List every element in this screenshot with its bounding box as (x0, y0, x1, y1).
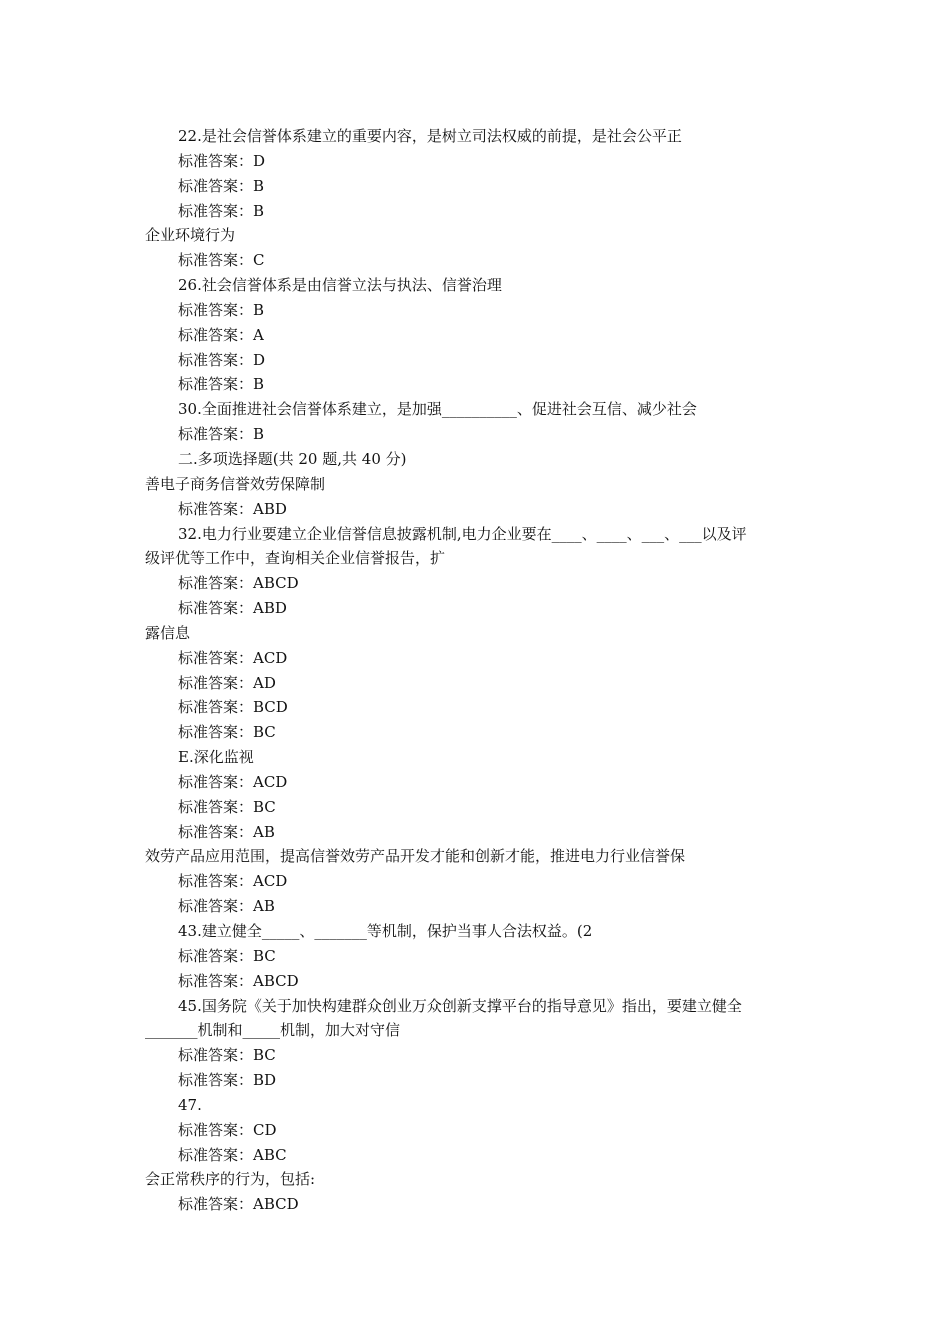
text-line: 级评优等工作中，查询相关企业信誉报告，扩 (145, 549, 446, 568)
text-line: 标准答案：B (178, 375, 265, 394)
text-line: 标准答案：C (178, 251, 265, 270)
text-line: 标准答案：AD (178, 673, 276, 692)
text-line: 标准答案：B (178, 425, 265, 444)
text-line: 标准答案：ACD (178, 648, 288, 667)
text-line: 标准答案：AB (178, 822, 275, 841)
text-line: 标准答案：BD (178, 1071, 277, 1090)
text-line: 善电子商务信誉效劳保障制 (145, 474, 326, 493)
text-line: 标准答案：ABCD (178, 574, 299, 593)
text-line: 标准答案：B (178, 300, 265, 319)
text-line: 二.多项选择题(共 20 题,共 40 分) (178, 449, 407, 468)
text-line: 43.建立健全_____、_______等机制，保护当事人合法权益。(2 (178, 922, 593, 940)
text-line: 标准答案：CD (178, 1120, 277, 1139)
text-line: 标准答案：ABC (178, 1145, 287, 1164)
text-line: 企业环境行为 (145, 226, 236, 245)
text-line: _______机制和_____机制，加大对守信 (145, 1021, 401, 1040)
text-line: 标准答案：BCD (178, 698, 288, 717)
text-line: 标准答案：ACD (178, 872, 288, 891)
text-line: 标准答案：ABCD (178, 1195, 299, 1214)
text-line: 效劳产品应用范围，提高信誉效劳产品开发才能和创新才能，推进电力行业信誉保 (145, 847, 686, 866)
text-line: 会正常秩序的行为，包括: (145, 1170, 316, 1189)
text-line: 30.全面推进社会信誉体系建立，是加强__________、促进社会互信、减少社会 (178, 400, 697, 419)
text-line: 标准答案：D (178, 151, 266, 170)
text-line: 标准答案：AB (178, 897, 275, 916)
document-body (145, 124, 813, 1217)
text-line: 47. (178, 1095, 202, 1114)
text-line: E.深化监视 (178, 748, 254, 767)
text-line: 标准答案：ACD (178, 772, 288, 791)
text-line: 标准答案：D (178, 350, 266, 369)
text-line: 露信息 (145, 623, 191, 642)
text-line: 标准答案：B (178, 176, 265, 195)
text-line: 26.社会信誉体系是由信誉立法与执法、信誉治理 (178, 276, 502, 295)
text-line: 标准答案：A (178, 325, 264, 344)
text-line: 45.国务院《关于加快构建群众创业万众创新支撑平台的指导意见》指出，要建立健全 (178, 996, 742, 1015)
text-line: 标准答案：ABCD (178, 971, 299, 990)
text-line: 32.电力行业要建立企业信誉信息披露机制,电力企业要在____、____、___、___以及评 (178, 524, 747, 543)
text-line: 标准答案：B (178, 201, 265, 220)
text-line: 标准答案：BC (178, 797, 276, 816)
text-line: 标准答案：BC (178, 946, 276, 965)
text-line: 标准答案：ABD (178, 499, 287, 518)
text-line: 标准答案：ABD (178, 599, 287, 618)
text-line: 22.是社会信誉体系建立的重要内容，是树立司法权威的前提，是社会公平正 (178, 127, 682, 145)
text-line: 标准答案：BC (178, 723, 276, 742)
text-line: 标准答案：BC (178, 1046, 276, 1065)
